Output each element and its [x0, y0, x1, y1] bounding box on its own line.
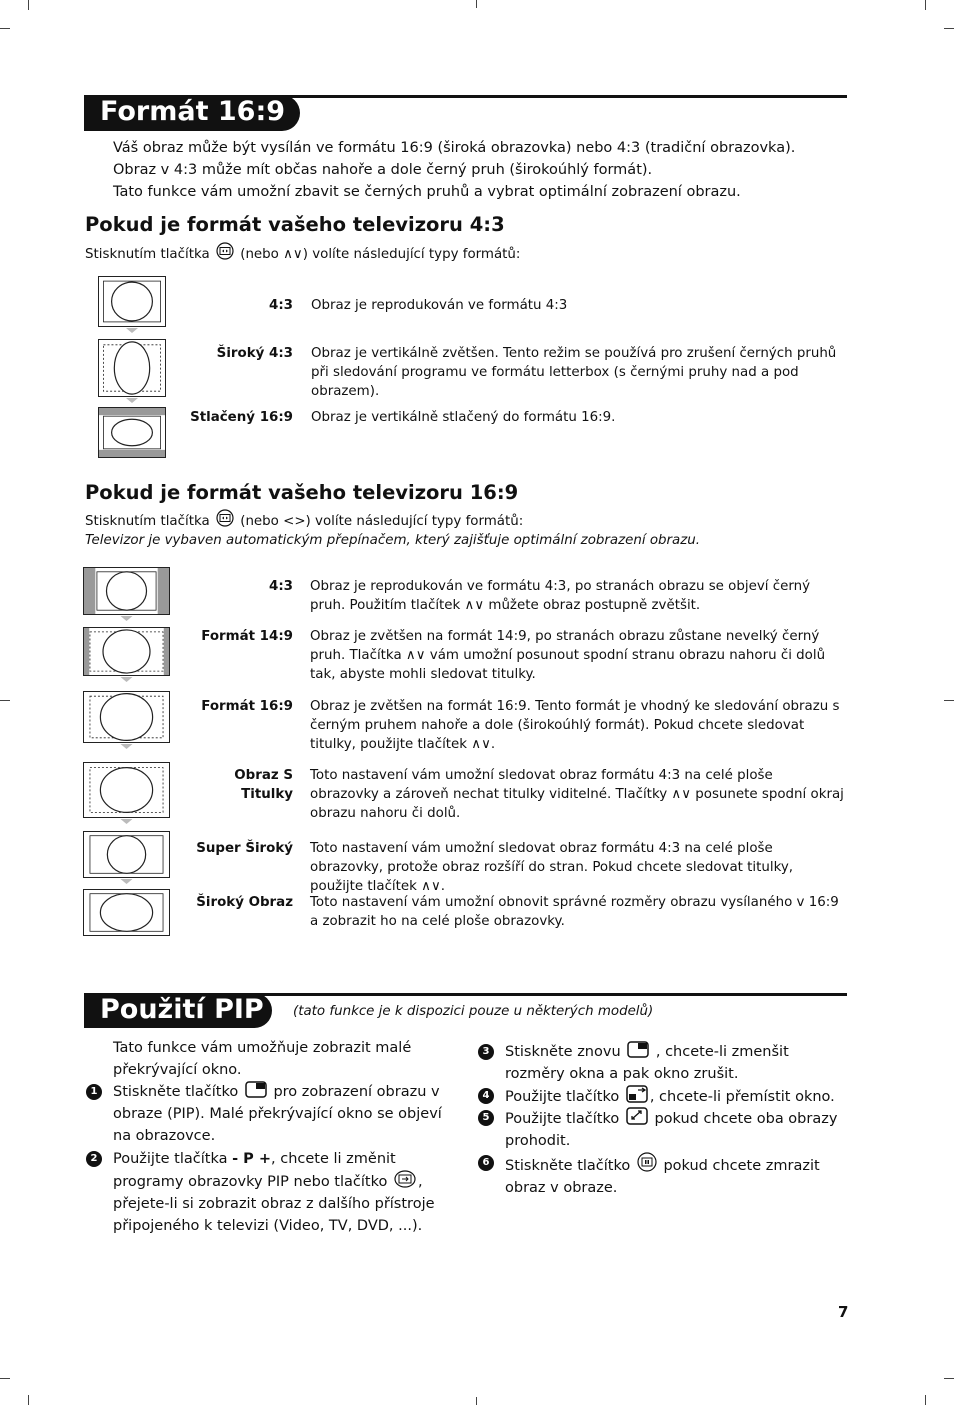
- step-number-6: 6: [478, 1155, 494, 1171]
- tv-squeeze169-icon: [98, 407, 166, 458]
- tv-169-widescreen-icon: [83, 889, 170, 936]
- instruction-tv169: Stisknutím tlačítka (nebo <>) volíte následující typy formátů:: [85, 509, 523, 531]
- move-window-icon: [626, 1085, 648, 1103]
- intro-line-2: Obraz v 4:3 může mít občas nahoře a dole černý pruh (širokoúhlý formát).: [113, 162, 653, 178]
- tv169-desc-4: Toto nastavení vám umožní sledovat obraz formátu 4:3 na celé ploše obrazovky, protože obraz rozšíří do stran. Pokud chcete sledovat titulky, použijte tlačítek ∧∨.: [310, 841, 794, 894]
- tv-169-superwide-icon: [83, 831, 170, 878]
- tv169-desc-3: Toto nastavení vám umožní sledovat obraz formátu 4:3 na celé ploše obrazovky a zároveň nechat titulky viditelné. Tlačítky ∧∨ posunete spodní okraj obrazu nahoru či dolů.: [310, 768, 844, 821]
- tv43-label-1: Široký 4:3: [216, 346, 293, 361]
- heading-tv169: Pokud je formát vašeho televizoru 16:9: [85, 481, 519, 504]
- pip-step-5: Použijte tlačítko pokud chcete oba obrazy prohodit.: [505, 1107, 850, 1152]
- pip-subtitle: (tato funkce je k dispozici pouze u některých modelů): [293, 1004, 654, 1019]
- tv169-label-4: Super Široký: [196, 841, 293, 856]
- tv169-label-0: 4:3: [269, 579, 293, 594]
- step-number-3: 3: [478, 1044, 494, 1060]
- tv169-label-5: Široký Obraz: [196, 895, 293, 910]
- pip-button-icon: [245, 1081, 267, 1098]
- tv169-desc-5: Toto nastavení vám umožní obnovit správné rozměry obrazu vysílaného v 16:9 a zobrazit ho na celé ploše obrazovky.: [310, 895, 839, 929]
- step-number-2: 2: [86, 1151, 102, 1167]
- tv-169-43-icon: [83, 567, 170, 615]
- tv169-label-3: Obraz S Titulky: [234, 768, 293, 802]
- pip-intro: Tato funkce vám umožňuje zobrazit malé překrývající okno.: [113, 1040, 412, 1078]
- pip-step-2: Použijte tlačítka - P +, chcete li změnit programy obrazovky PIP nebo tlačítko , přejete-li si zobrazit obraz z dalšího přístroje připojeného k televizi (Video, TV, DVD, ...).: [113, 1151, 435, 1234]
- tv-169-169-icon: [83, 691, 170, 743]
- heading-tv43: Pokud je formát vašeho televizoru 4:3: [85, 213, 505, 236]
- freeze-button-icon: [637, 1152, 657, 1172]
- source-button-icon: [394, 1170, 416, 1188]
- tv43-desc-0: Obraz je reprodukován ve formátu 4:3: [311, 298, 568, 313]
- step-number-1: 1: [86, 1084, 102, 1100]
- tv169-label-2: Formát 16:9: [201, 699, 293, 714]
- tv169-label-1: Formát 14:9: [201, 629, 293, 644]
- pip-step-3: Stiskněte znovu , chcete-li zmenšit rozměry okna a pak okno zrušit.: [505, 1041, 850, 1085]
- tv169-desc-2: Obraz je zvětšen na formát 16:9. Tento formát je vhodný ke sledování obrazu s černým pruhem nahoře a dole (širokoúhlý formát). Pokud chcete sledovat titulky, použijte tlačítek ∧∨.: [310, 699, 840, 752]
- tv-43-icon: [98, 276, 166, 327]
- tv43-desc-1: Obraz je vertikálně zvětšen. Tento režim se používá pro zrušení černých pruhů při sledování programu ve formátu letterbox (s černými pruhy nad a pod obrazem).: [311, 346, 837, 399]
- pip-button-icon: [627, 1041, 649, 1058]
- tv169-desc-0: Obraz je reprodukován ve formátu 4:3, po stranách obrazu se objeví černý pruh. Použitím tlačítek ∧∨ můžete obraz postupně zvětšit.: [310, 579, 811, 613]
- section-title-format: Formát 16:9: [84, 95, 300, 131]
- section-title-pip: Použití PIP: [84, 993, 272, 1028]
- page-number: 7: [838, 1303, 849, 1321]
- instruction-tv43: Stisknutím tlačítka (nebo ∧∨) volíte následující typy formátů:: [85, 242, 520, 264]
- tv43-desc-2: Obraz je vertikálně stlačený do formátu 16:9.: [311, 410, 616, 425]
- intro-line-3: Tato funkce vám umožní zbavit se černých pruhů a vybrat optimální zobrazení obrazu.: [113, 184, 741, 200]
- tv43-label-0: 4:3: [269, 298, 293, 313]
- auto-switch-note: Televizor je vybaven automatickým přepínačem, který zajišťuje optimální zobrazení obrazu.: [85, 533, 701, 548]
- tv-wide43-icon: [98, 339, 166, 397]
- pip-step-6: Stiskněte tlačítko pokud chcete zmrazit obraz v obraze.: [505, 1152, 850, 1199]
- intro-line-1: Váš obraz může být vysílán ve formátu 16:9 (široká obrazovka) nebo 4:3 (tradiční obrazovka).: [113, 140, 796, 156]
- swap-icon: [626, 1107, 648, 1125]
- format-button-icon: [216, 509, 234, 527]
- step-number-4: 4: [478, 1088, 494, 1104]
- format-button-icon: [216, 242, 234, 260]
- tv169-desc-1: Obraz je zvětšen na formát 14:9, po stranách obrazu zůstane nevelký černý pruh. Tlačítka ∧∨ vám umožní posunout spodní stranu obrazu nahoru či dolů tak, abyste mohli sledovat titulky.: [310, 629, 826, 682]
- tv-169-149-icon: [83, 627, 170, 676]
- tv43-label-2: Stlačený 16:9: [190, 410, 293, 425]
- pip-step-1: Stiskněte tlačítko pro zobrazení obrazu v obraze (PIP). Malé překrývající okno se objeví na obrazovce.: [113, 1081, 461, 1147]
- tv-169-subtitle-icon: [83, 762, 170, 818]
- step-number-5: 5: [478, 1110, 494, 1126]
- pip-step-4: Použijte tlačítko , chcete-li přemístit okno.: [505, 1085, 850, 1108]
